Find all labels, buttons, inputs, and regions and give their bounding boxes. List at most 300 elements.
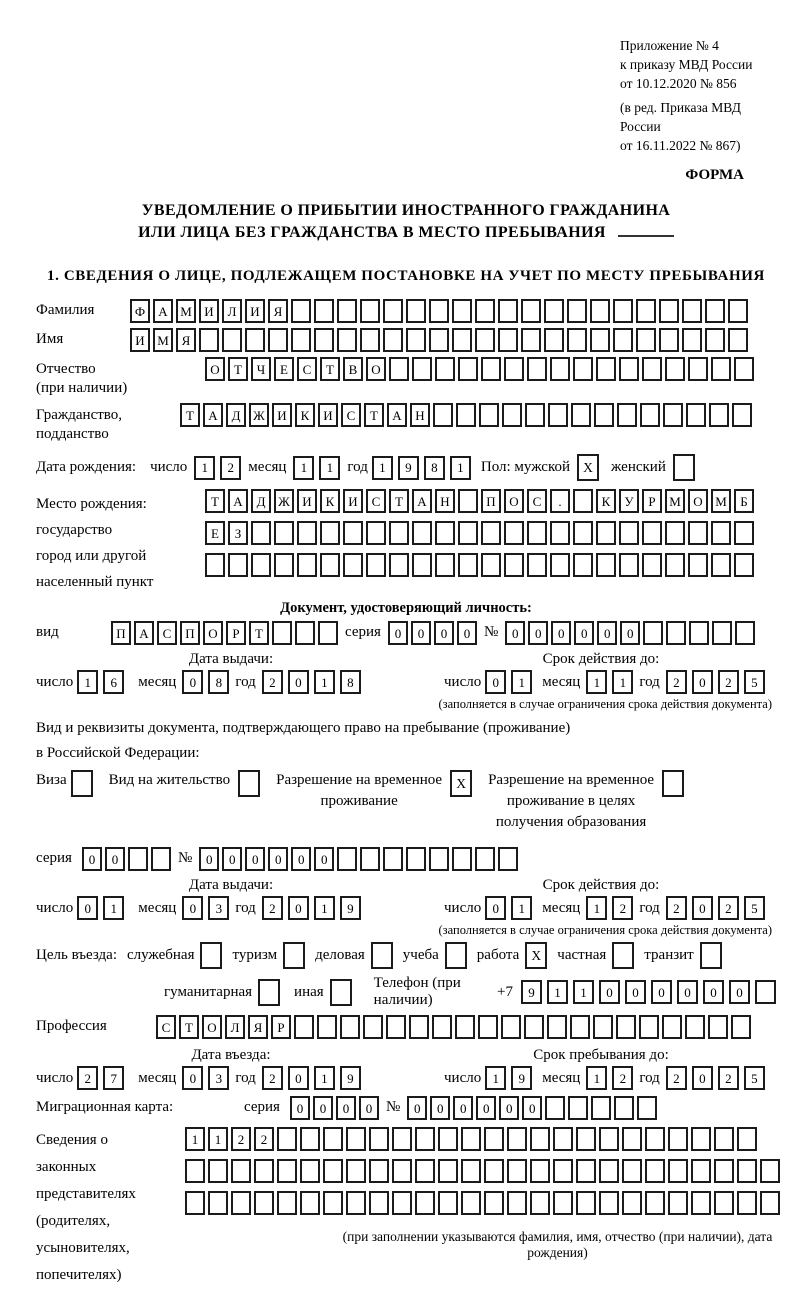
char-cell[interactable]: Л [222, 299, 242, 323]
char-cell[interactable]: 0 [182, 670, 203, 694]
char-cell[interactable]: 0 [476, 1096, 496, 1120]
char-cell[interactable]: 1 [372, 456, 393, 480]
char-cell[interactable]: 0 [430, 1096, 450, 1120]
char-cell[interactable]: 1 [511, 670, 532, 694]
char-cell[interactable] [663, 403, 683, 427]
char-cell[interactable] [573, 521, 593, 545]
char-cell[interactable] [433, 403, 453, 427]
char-cell[interactable] [314, 299, 334, 323]
char-cell[interactable] [547, 1015, 567, 1039]
char-cell[interactable] [642, 357, 662, 381]
char-cell[interactable]: 1 [194, 456, 215, 480]
char-cell[interactable]: 1 [511, 896, 532, 920]
char-cell[interactable] [277, 1127, 297, 1151]
char-cell[interactable]: С [297, 357, 317, 381]
char-cell[interactable]: Ч [251, 357, 271, 381]
char-cell[interactable] [478, 1015, 498, 1039]
char-cell[interactable]: 7 [103, 1066, 124, 1090]
char-cell[interactable] [614, 1096, 634, 1120]
char-cell[interactable] [438, 1191, 458, 1215]
char-cell[interactable] [550, 521, 570, 545]
char-cell[interactable] [616, 1015, 636, 1039]
char-cell[interactable]: М [665, 489, 685, 513]
char-cell[interactable] [619, 553, 639, 577]
char-cell[interactable] [360, 847, 380, 871]
char-cell[interactable] [297, 553, 317, 577]
char-cell[interactable] [567, 299, 587, 323]
char-cell[interactable]: П [111, 621, 131, 645]
char-cell[interactable] [530, 1127, 550, 1151]
char-cell[interactable] [314, 328, 334, 352]
checkbox-rvp[interactable]: X [450, 770, 472, 797]
char-cell[interactable]: 1 [103, 896, 124, 920]
char-cell[interactable]: 0 [434, 621, 454, 645]
char-cell[interactable] [274, 521, 294, 545]
char-cell[interactable]: 0 [77, 896, 98, 920]
char-cell[interactable] [429, 299, 449, 323]
char-cell[interactable] [412, 553, 432, 577]
char-cell[interactable] [432, 1015, 452, 1039]
char-cell[interactable] [691, 1127, 711, 1151]
char-cell[interactable] [659, 328, 679, 352]
char-cell[interactable]: 0 [485, 896, 506, 920]
char-cell[interactable]: 0 [599, 980, 620, 1004]
char-cell[interactable] [461, 1127, 481, 1151]
char-cell[interactable] [666, 621, 686, 645]
checkbox-rabota[interactable]: X [525, 942, 547, 969]
char-cell[interactable] [346, 1127, 366, 1151]
char-cell[interactable] [320, 521, 340, 545]
char-cell[interactable]: 0 [620, 621, 640, 645]
char-cell[interactable] [504, 553, 524, 577]
char-cell[interactable]: 2 [220, 456, 241, 480]
char-cell[interactable] [599, 1191, 619, 1215]
char-cell[interactable]: 0 [499, 1096, 519, 1120]
char-cell[interactable] [544, 299, 564, 323]
char-cell[interactable] [682, 328, 702, 352]
char-cell[interactable] [705, 299, 725, 323]
char-cell[interactable] [665, 521, 685, 545]
char-cell[interactable]: 0 [359, 1096, 379, 1120]
char-cell[interactable]: 0 [182, 1066, 203, 1090]
char-cell[interactable]: О [203, 621, 223, 645]
char-cell[interactable] [415, 1191, 435, 1215]
char-cell[interactable] [570, 1015, 590, 1039]
char-cell[interactable] [320, 553, 340, 577]
char-cell[interactable]: К [295, 403, 315, 427]
char-cell[interactable] [643, 621, 663, 645]
char-cell[interactable] [548, 403, 568, 427]
checkbox-vid-na-zhitelstvo[interactable] [238, 770, 260, 797]
char-cell[interactable]: А [228, 489, 248, 513]
char-cell[interactable]: Т [389, 489, 409, 513]
checkbox-turizm[interactable] [283, 942, 305, 969]
char-cell[interactable] [645, 1191, 665, 1215]
char-cell[interactable] [596, 521, 616, 545]
char-cell[interactable] [481, 553, 501, 577]
char-cell[interactable]: И [130, 328, 150, 352]
char-cell[interactable]: 8 [424, 456, 445, 480]
char-cell[interactable] [300, 1127, 320, 1151]
char-cell[interactable]: А [134, 621, 154, 645]
char-cell[interactable] [619, 357, 639, 381]
char-cell[interactable] [573, 489, 593, 513]
char-cell[interactable]: 0 [729, 980, 750, 1004]
char-cell[interactable]: 0 [551, 621, 571, 645]
char-cell[interactable] [550, 357, 570, 381]
char-cell[interactable]: Е [205, 521, 225, 545]
char-cell[interactable]: 2 [262, 896, 283, 920]
char-cell[interactable] [619, 521, 639, 545]
char-cell[interactable] [599, 1127, 619, 1151]
char-cell[interactable]: 0 [651, 980, 672, 1004]
char-cell[interactable] [475, 328, 495, 352]
char-cell[interactable] [435, 553, 455, 577]
char-cell[interactable] [455, 1015, 475, 1039]
checkbox-female[interactable] [673, 454, 695, 481]
char-cell[interactable]: 2 [666, 670, 687, 694]
char-cell[interactable] [363, 1015, 383, 1039]
char-cell[interactable]: У [619, 489, 639, 513]
char-cell[interactable]: 1 [77, 670, 98, 694]
char-cell[interactable]: О [504, 489, 524, 513]
char-cell[interactable]: 2 [718, 1066, 739, 1090]
char-cell[interactable] [389, 553, 409, 577]
char-cell[interactable]: Т [320, 357, 340, 381]
char-cell[interactable] [317, 1015, 337, 1039]
char-cell[interactable]: 8 [340, 670, 361, 694]
char-cell[interactable] [369, 1127, 389, 1151]
char-cell[interactable]: 9 [511, 1066, 532, 1090]
char-cell[interactable]: 9 [340, 1066, 361, 1090]
char-cell[interactable]: М [153, 328, 173, 352]
char-cell[interactable]: 3 [208, 1066, 229, 1090]
char-cell[interactable]: И [297, 489, 317, 513]
checkbox-gumanitarnaya[interactable] [258, 979, 280, 1006]
char-cell[interactable] [645, 1127, 665, 1151]
char-cell[interactable]: 2 [262, 670, 283, 694]
char-cell[interactable] [637, 1096, 657, 1120]
char-cell[interactable] [622, 1191, 642, 1215]
char-cell[interactable]: 0 [407, 1096, 427, 1120]
char-cell[interactable] [760, 1191, 780, 1215]
char-cell[interactable] [596, 357, 616, 381]
char-cell[interactable] [199, 328, 219, 352]
char-cell[interactable] [735, 621, 755, 645]
char-cell[interactable] [527, 553, 547, 577]
checkbox-ucheba[interactable] [445, 942, 467, 969]
char-cell[interactable]: 2 [718, 670, 739, 694]
char-cell[interactable]: 0 [597, 621, 617, 645]
char-cell[interactable] [665, 357, 685, 381]
checkbox-inaya[interactable] [330, 979, 352, 1006]
char-cell[interactable] [755, 980, 776, 1004]
char-cell[interactable] [711, 521, 731, 545]
char-cell[interactable] [709, 403, 729, 427]
char-cell[interactable]: 5 [744, 670, 765, 694]
char-cell[interactable]: С [156, 1015, 176, 1039]
char-cell[interactable]: 1 [314, 1066, 335, 1090]
char-cell[interactable] [383, 847, 403, 871]
char-cell[interactable]: 1 [208, 1127, 228, 1151]
char-cell[interactable]: Ж [274, 489, 294, 513]
char-cell[interactable]: 0 [290, 1096, 310, 1120]
char-cell[interactable] [254, 1191, 274, 1215]
char-cell[interactable] [343, 553, 363, 577]
char-cell[interactable] [406, 847, 426, 871]
char-cell[interactable]: Н [410, 403, 430, 427]
char-cell[interactable]: 3 [208, 896, 229, 920]
char-cell[interactable] [452, 299, 472, 323]
char-cell[interactable] [456, 403, 476, 427]
char-cell[interactable] [458, 489, 478, 513]
char-cell[interactable]: Е [274, 357, 294, 381]
char-cell[interactable]: 1 [586, 896, 607, 920]
char-cell[interactable] [642, 521, 662, 545]
char-cell[interactable] [294, 1015, 314, 1039]
char-cell[interactable] [567, 328, 587, 352]
char-cell[interactable] [689, 621, 709, 645]
char-cell[interactable] [481, 357, 501, 381]
char-cell[interactable] [712, 621, 732, 645]
char-cell[interactable]: 9 [340, 896, 361, 920]
char-cell[interactable] [272, 621, 292, 645]
char-cell[interactable]: М [711, 489, 731, 513]
char-cell[interactable] [708, 1015, 728, 1039]
checkbox-chastnaya[interactable] [612, 942, 634, 969]
char-cell[interactable]: В [343, 357, 363, 381]
char-cell[interactable] [435, 357, 455, 381]
char-cell[interactable]: 2 [612, 896, 633, 920]
char-cell[interactable] [668, 1191, 688, 1215]
char-cell[interactable] [295, 621, 315, 645]
char-cell[interactable] [458, 553, 478, 577]
char-cell[interactable]: 0 [82, 847, 102, 871]
char-cell[interactable] [527, 357, 547, 381]
char-cell[interactable]: Т [205, 489, 225, 513]
char-cell[interactable] [412, 521, 432, 545]
char-cell[interactable] [452, 847, 472, 871]
char-cell[interactable]: 2 [231, 1127, 251, 1151]
checkbox-visa[interactable] [71, 770, 93, 797]
char-cell[interactable] [636, 299, 656, 323]
char-cell[interactable] [521, 299, 541, 323]
char-cell[interactable] [737, 1191, 757, 1215]
char-cell[interactable]: 1 [450, 456, 471, 480]
char-cell[interactable] [732, 403, 752, 427]
char-cell[interactable] [613, 328, 633, 352]
char-cell[interactable] [340, 1015, 360, 1039]
char-cell[interactable]: Р [271, 1015, 291, 1039]
char-cell[interactable]: 0 [485, 670, 506, 694]
char-cell[interactable] [568, 1096, 588, 1120]
char-cell[interactable] [521, 328, 541, 352]
char-cell[interactable]: 0 [703, 980, 724, 1004]
char-cell[interactable] [484, 1127, 504, 1151]
checkbox-delovaya[interactable] [371, 942, 393, 969]
char-cell[interactable]: 0 [288, 1066, 309, 1090]
char-cell[interactable]: 1 [314, 670, 335, 694]
char-cell[interactable] [185, 1191, 205, 1215]
char-cell[interactable]: 6 [103, 670, 124, 694]
char-cell[interactable] [481, 521, 501, 545]
char-cell[interactable] [691, 1191, 711, 1215]
char-cell[interactable]: Т [228, 357, 248, 381]
char-cell[interactable] [622, 1127, 642, 1151]
char-cell[interactable]: 1 [547, 980, 568, 1004]
char-cell[interactable] [438, 1127, 458, 1151]
char-cell[interactable] [642, 553, 662, 577]
char-cell[interactable] [498, 299, 518, 323]
char-cell[interactable]: О [202, 1015, 222, 1039]
char-cell[interactable] [392, 1191, 412, 1215]
char-cell[interactable] [617, 403, 637, 427]
char-cell[interactable]: М [176, 299, 196, 323]
char-cell[interactable] [659, 299, 679, 323]
char-cell[interactable]: Т [364, 403, 384, 427]
char-cell[interactable] [550, 553, 570, 577]
char-cell[interactable] [682, 299, 702, 323]
char-cell[interactable] [594, 403, 614, 427]
char-cell[interactable]: С [341, 403, 361, 427]
char-cell[interactable] [458, 521, 478, 545]
char-cell[interactable] [734, 553, 754, 577]
char-cell[interactable] [268, 328, 288, 352]
char-cell[interactable] [576, 1127, 596, 1151]
char-cell[interactable] [527, 521, 547, 545]
char-cell[interactable] [452, 328, 472, 352]
char-cell[interactable]: Я [248, 1015, 268, 1039]
char-cell[interactable] [360, 328, 380, 352]
char-cell[interactable] [553, 1127, 573, 1151]
char-cell[interactable]: 0 [692, 896, 713, 920]
char-cell[interactable] [668, 1127, 688, 1151]
char-cell[interactable] [573, 553, 593, 577]
char-cell[interactable]: 0 [388, 621, 408, 645]
char-cell[interactable] [590, 328, 610, 352]
char-cell[interactable]: 1 [314, 896, 335, 920]
char-cell[interactable]: 2 [77, 1066, 98, 1090]
char-cell[interactable]: 8 [208, 670, 229, 694]
char-cell[interactable] [593, 1015, 613, 1039]
char-cell[interactable] [545, 1096, 565, 1120]
char-cell[interactable] [383, 328, 403, 352]
char-cell[interactable] [571, 403, 591, 427]
char-cell[interactable] [734, 357, 754, 381]
char-cell[interactable]: 5 [744, 1066, 765, 1090]
char-cell[interactable]: О [688, 489, 708, 513]
char-cell[interactable]: 0 [411, 621, 431, 645]
char-cell[interactable]: 2 [254, 1127, 274, 1151]
char-cell[interactable]: 0 [625, 980, 646, 1004]
char-cell[interactable]: Р [642, 489, 662, 513]
char-cell[interactable] [711, 357, 731, 381]
char-cell[interactable] [389, 521, 409, 545]
char-cell[interactable]: 5 [744, 896, 765, 920]
char-cell[interactable]: А [387, 403, 407, 427]
char-cell[interactable]: С [527, 489, 547, 513]
char-cell[interactable] [205, 553, 225, 577]
char-cell[interactable] [731, 1015, 751, 1039]
char-cell[interactable] [415, 1127, 435, 1151]
char-cell[interactable] [688, 357, 708, 381]
char-cell[interactable] [277, 1191, 297, 1215]
char-cell[interactable]: 2 [666, 896, 687, 920]
char-cell[interactable] [685, 1015, 705, 1039]
char-cell[interactable]: . [550, 489, 570, 513]
char-cell[interactable] [711, 553, 731, 577]
char-cell[interactable]: О [205, 357, 225, 381]
char-cell[interactable] [231, 1191, 251, 1215]
char-cell[interactable]: 0 [291, 847, 311, 871]
char-cell[interactable] [613, 299, 633, 323]
char-cell[interactable]: 0 [222, 847, 242, 871]
char-cell[interactable]: И [343, 489, 363, 513]
char-cell[interactable] [636, 328, 656, 352]
char-cell[interactable]: З [228, 521, 248, 545]
char-cell[interactable] [360, 299, 380, 323]
char-cell[interactable] [406, 328, 426, 352]
char-cell[interactable]: 0 [457, 621, 477, 645]
char-cell[interactable] [688, 553, 708, 577]
char-cell[interactable] [337, 299, 357, 323]
char-cell[interactable] [665, 553, 685, 577]
checkbox-male[interactable]: X [577, 454, 599, 481]
char-cell[interactable] [737, 1127, 757, 1151]
char-cell[interactable] [504, 357, 524, 381]
char-cell[interactable]: И [245, 299, 265, 323]
char-cell[interactable] [228, 553, 248, 577]
char-cell[interactable]: А [203, 403, 223, 427]
char-cell[interactable] [222, 328, 242, 352]
char-cell[interactable] [366, 553, 386, 577]
char-cell[interactable]: 0 [288, 896, 309, 920]
char-cell[interactable]: С [157, 621, 177, 645]
char-cell[interactable]: Ф [130, 299, 150, 323]
char-cell[interactable]: 0 [288, 670, 309, 694]
char-cell[interactable]: 0 [677, 980, 698, 1004]
char-cell[interactable] [525, 403, 545, 427]
char-cell[interactable] [573, 357, 593, 381]
char-cell[interactable] [479, 403, 499, 427]
char-cell[interactable] [429, 328, 449, 352]
char-cell[interactable]: 2 [612, 1066, 633, 1090]
char-cell[interactable] [392, 1127, 412, 1151]
char-cell[interactable] [639, 1015, 659, 1039]
char-cell[interactable] [728, 299, 748, 323]
char-cell[interactable] [383, 299, 403, 323]
char-cell[interactable] [553, 1191, 573, 1215]
char-cell[interactable]: К [596, 489, 616, 513]
char-cell[interactable]: А [412, 489, 432, 513]
char-cell[interactable]: 0 [453, 1096, 473, 1120]
char-cell[interactable] [412, 357, 432, 381]
char-cell[interactable] [369, 1191, 389, 1215]
char-cell[interactable]: К [320, 489, 340, 513]
char-cell[interactable]: 1 [319, 456, 340, 480]
char-cell[interactable]: С [366, 489, 386, 513]
char-cell[interactable] [524, 1015, 544, 1039]
checkbox-tranzit[interactable] [700, 942, 722, 969]
char-cell[interactable] [504, 521, 524, 545]
char-cell[interactable] [714, 1127, 734, 1151]
char-cell[interactable]: 0 [692, 670, 713, 694]
char-cell[interactable] [507, 1191, 527, 1215]
char-cell[interactable]: 0 [528, 621, 548, 645]
char-cell[interactable]: И [318, 403, 338, 427]
char-cell[interactable] [406, 299, 426, 323]
char-cell[interactable] [484, 1191, 504, 1215]
